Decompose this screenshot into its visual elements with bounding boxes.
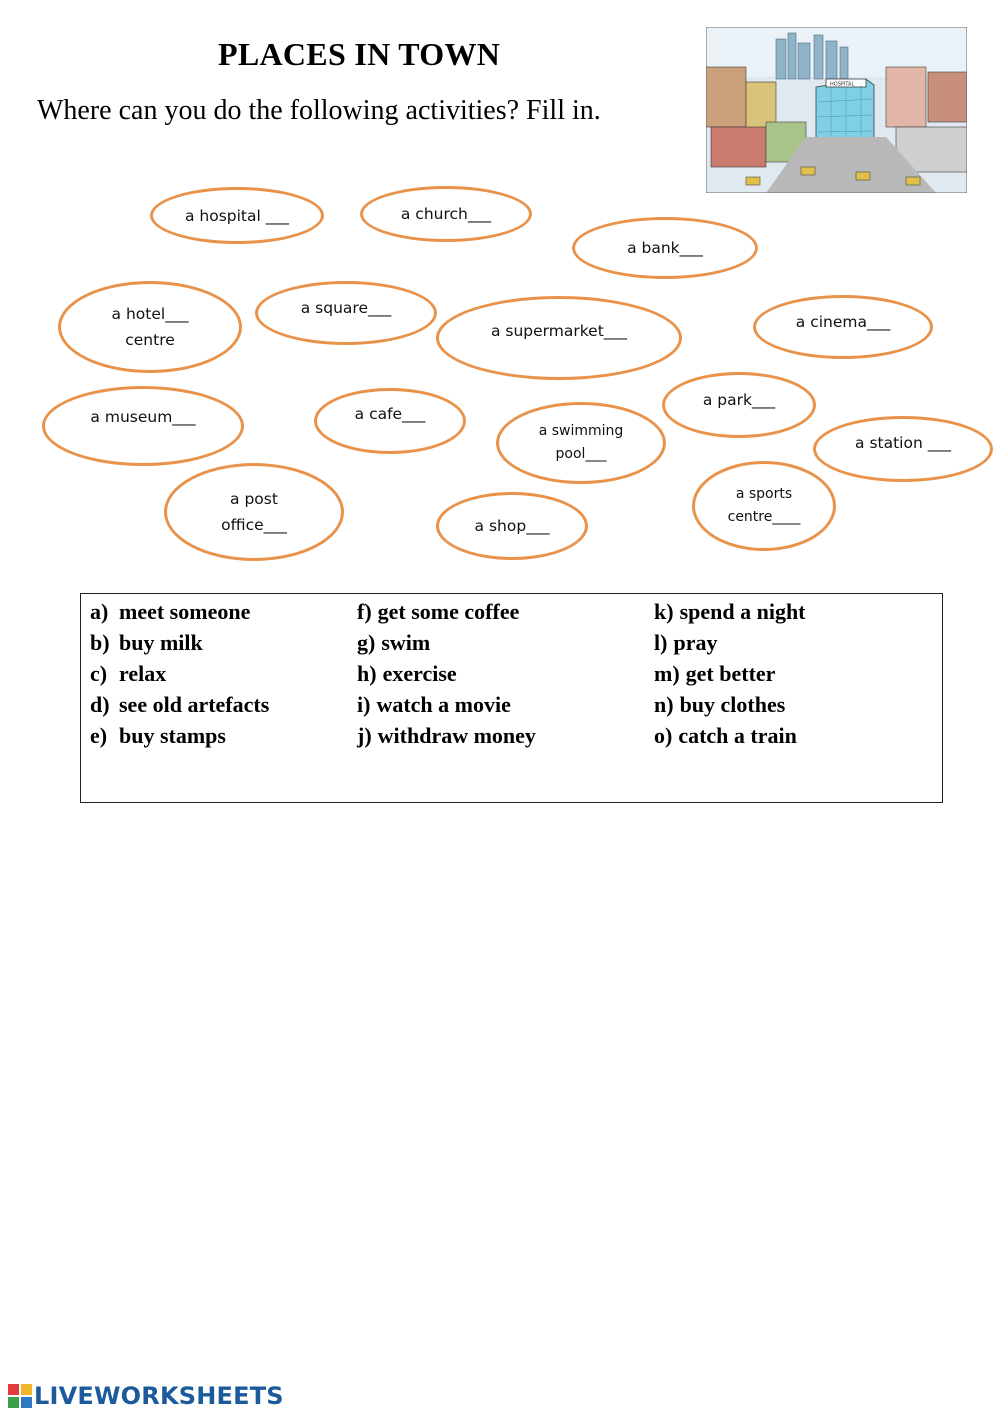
place-label: a cinema___ [795, 313, 891, 331]
place-museum [42, 386, 244, 466]
place-station [813, 416, 993, 482]
place-label: a supermarket___ [490, 322, 628, 340]
place-post-office [164, 463, 344, 561]
place-label: a swimming [538, 423, 624, 439]
activity-letter: a) [90, 599, 109, 624]
place-square [255, 281, 437, 345]
activity-letter: l) [654, 630, 668, 655]
activity-text: catch a train [678, 723, 797, 748]
activity-item [90, 658, 269, 689]
activity-text: withdraw money [377, 723, 536, 748]
activity-item [90, 627, 269, 658]
activity-text: get better [685, 661, 776, 686]
activity-text: relax [119, 661, 167, 686]
activity-letter: f) [357, 599, 372, 624]
place-label: a cafe___ [354, 405, 426, 423]
activity-letter: m) [654, 661, 680, 686]
place-label: centre____ [727, 509, 801, 525]
place-label: a bank___ [627, 239, 703, 257]
activities-column-3 [654, 596, 806, 751]
activity-letter: n) [654, 692, 674, 717]
activities-box [80, 593, 943, 803]
activity-letter: j) [357, 723, 372, 748]
activity-item [357, 596, 536, 627]
activity-text: pray [673, 630, 718, 655]
activity-letter: c) [90, 661, 108, 686]
place-cinema [753, 295, 933, 359]
activity-item [357, 658, 536, 689]
place-label: a square___ [300, 299, 392, 317]
place-sports-centre [692, 461, 836, 551]
activity-item [357, 720, 536, 751]
activity-item [357, 627, 536, 658]
activity-letter: o) [654, 723, 673, 748]
activity-item [654, 720, 806, 751]
activity-text: exercise [382, 661, 457, 686]
place-park [662, 372, 816, 438]
place-swimming-pool [496, 402, 666, 484]
place-label: office___ [221, 516, 287, 534]
activity-text: swim [381, 630, 431, 655]
place-church [360, 186, 532, 242]
activities-column-1 [90, 596, 269, 751]
activity-text: buy stamps [119, 723, 226, 748]
place-label: a park___ [702, 391, 776, 409]
logo-icon [8, 1384, 32, 1408]
activity-text: spend a night [679, 599, 806, 624]
place-label: a shop___ [474, 517, 550, 535]
activity-text: buy clothes [679, 692, 786, 717]
place-label: a sports [735, 486, 793, 502]
activity-text: see old artefacts [119, 692, 270, 717]
activity-text: watch a movie [376, 692, 511, 717]
activity-item [90, 596, 269, 627]
place-label: a church___ [400, 205, 492, 223]
town-illustration [706, 27, 967, 193]
place-label: a post [230, 490, 278, 508]
place-bank [572, 217, 758, 279]
activity-item [654, 658, 806, 689]
place-label: a station ___ [855, 434, 951, 452]
activity-item [357, 689, 536, 720]
liveworksheets-logo[interactable] [8, 1381, 284, 1411]
activity-item [90, 720, 269, 751]
place-supermarket [436, 296, 682, 380]
activity-letter: h) [357, 661, 377, 686]
activity-text: meet someone [119, 599, 251, 624]
place-cafe [314, 388, 466, 454]
activity-text: get some coffee [377, 599, 520, 624]
activity-letter: k) [654, 599, 674, 624]
activity-text: buy milk [119, 630, 203, 655]
worksheet-title: PLACES IN TOWN [218, 36, 501, 72]
hospital-sign: HOSPITAL [830, 81, 855, 88]
place-label: a hotel___ [111, 305, 189, 323]
brand-name: LIVEWORKSHEETS [34, 1382, 284, 1410]
place-hospital [150, 187, 324, 244]
activity-letter: g) [357, 630, 376, 655]
place-hotel [58, 281, 242, 373]
place-label: pool___ [555, 446, 607, 462]
activity-item [654, 689, 806, 720]
activity-item [90, 689, 269, 720]
activity-letter: i) [357, 692, 371, 717]
activity-letter: b) [90, 630, 110, 655]
place-label: centre [125, 331, 175, 349]
place-shop [436, 492, 588, 560]
activity-letter: d) [90, 692, 110, 717]
activity-item [654, 627, 806, 658]
instruction-text: Where can you do the following activities? Fill in. [37, 95, 601, 126]
activity-letter: e) [90, 723, 108, 748]
activities-column-2 [357, 596, 536, 751]
activity-item [654, 596, 806, 627]
place-label: a hospital ___ [184, 206, 289, 225]
place-label: a museum___ [90, 408, 196, 426]
